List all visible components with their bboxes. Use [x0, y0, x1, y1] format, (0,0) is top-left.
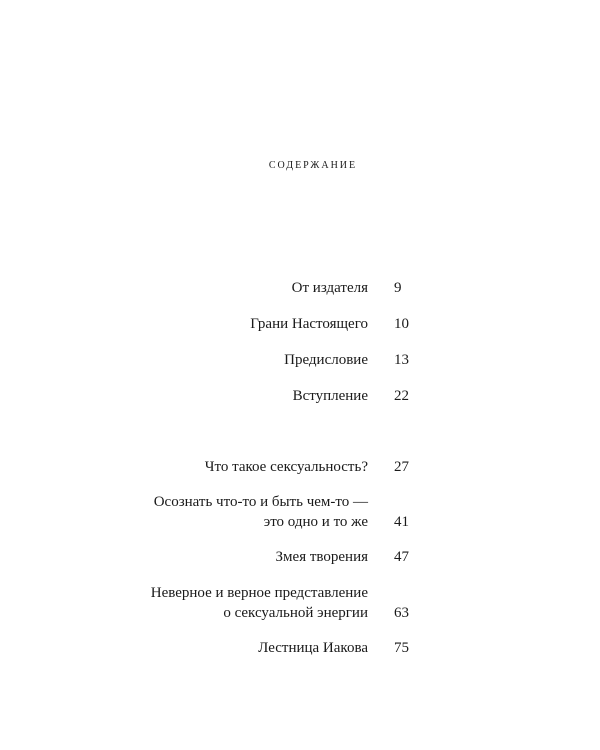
toc-entry-title-line: о сексуальной энергии [223, 605, 368, 621]
toc-entry-page: 22 [394, 388, 409, 404]
toc-entry-page: 27 [394, 459, 409, 475]
toc-entry-title-line: Неверное и верное представление [150, 585, 368, 601]
toc-entry-title-line: Что такое сексуальность? [204, 459, 368, 475]
toc-entry-title-line: Вступление [292, 388, 368, 404]
toc-entry-page: 75 [394, 640, 409, 656]
toc-entry-title-line: Лестница Иакова [258, 640, 368, 656]
toc-entry-title [151, 583, 368, 623]
toc-entry-title [276, 547, 368, 567]
toc-entry-title-line: это одно и то же [263, 514, 368, 530]
toc-entry-page: 63 [394, 605, 409, 621]
toc-entry-title-line: От издателя [291, 280, 368, 296]
toc-heading: содержание [268, 157, 358, 172]
toc-entry-title [250, 314, 368, 334]
toc-entry-title-line: Осознать что-то и быть чем-то — [153, 494, 368, 510]
toc-entry-title [154, 492, 368, 532]
toc-entry-title-line: Змея творения [275, 549, 368, 565]
toc-entry-title-line: Грани Настоящего [250, 316, 368, 332]
toc-entry-page: 41 [394, 514, 409, 530]
toc-entry-page: 13 [394, 352, 409, 368]
toc-entry-page: 9 [394, 280, 402, 296]
toc-entry-title [284, 350, 368, 370]
toc-entry-page: 47 [394, 549, 409, 565]
toc-entry-title [293, 386, 368, 406]
toc-entry-title [205, 457, 368, 477]
toc-entry-title [258, 638, 368, 658]
toc-entry-title-line: Предисловие [284, 352, 368, 368]
toc-entry-page: 10 [394, 316, 409, 332]
toc-entry-title [292, 278, 368, 298]
